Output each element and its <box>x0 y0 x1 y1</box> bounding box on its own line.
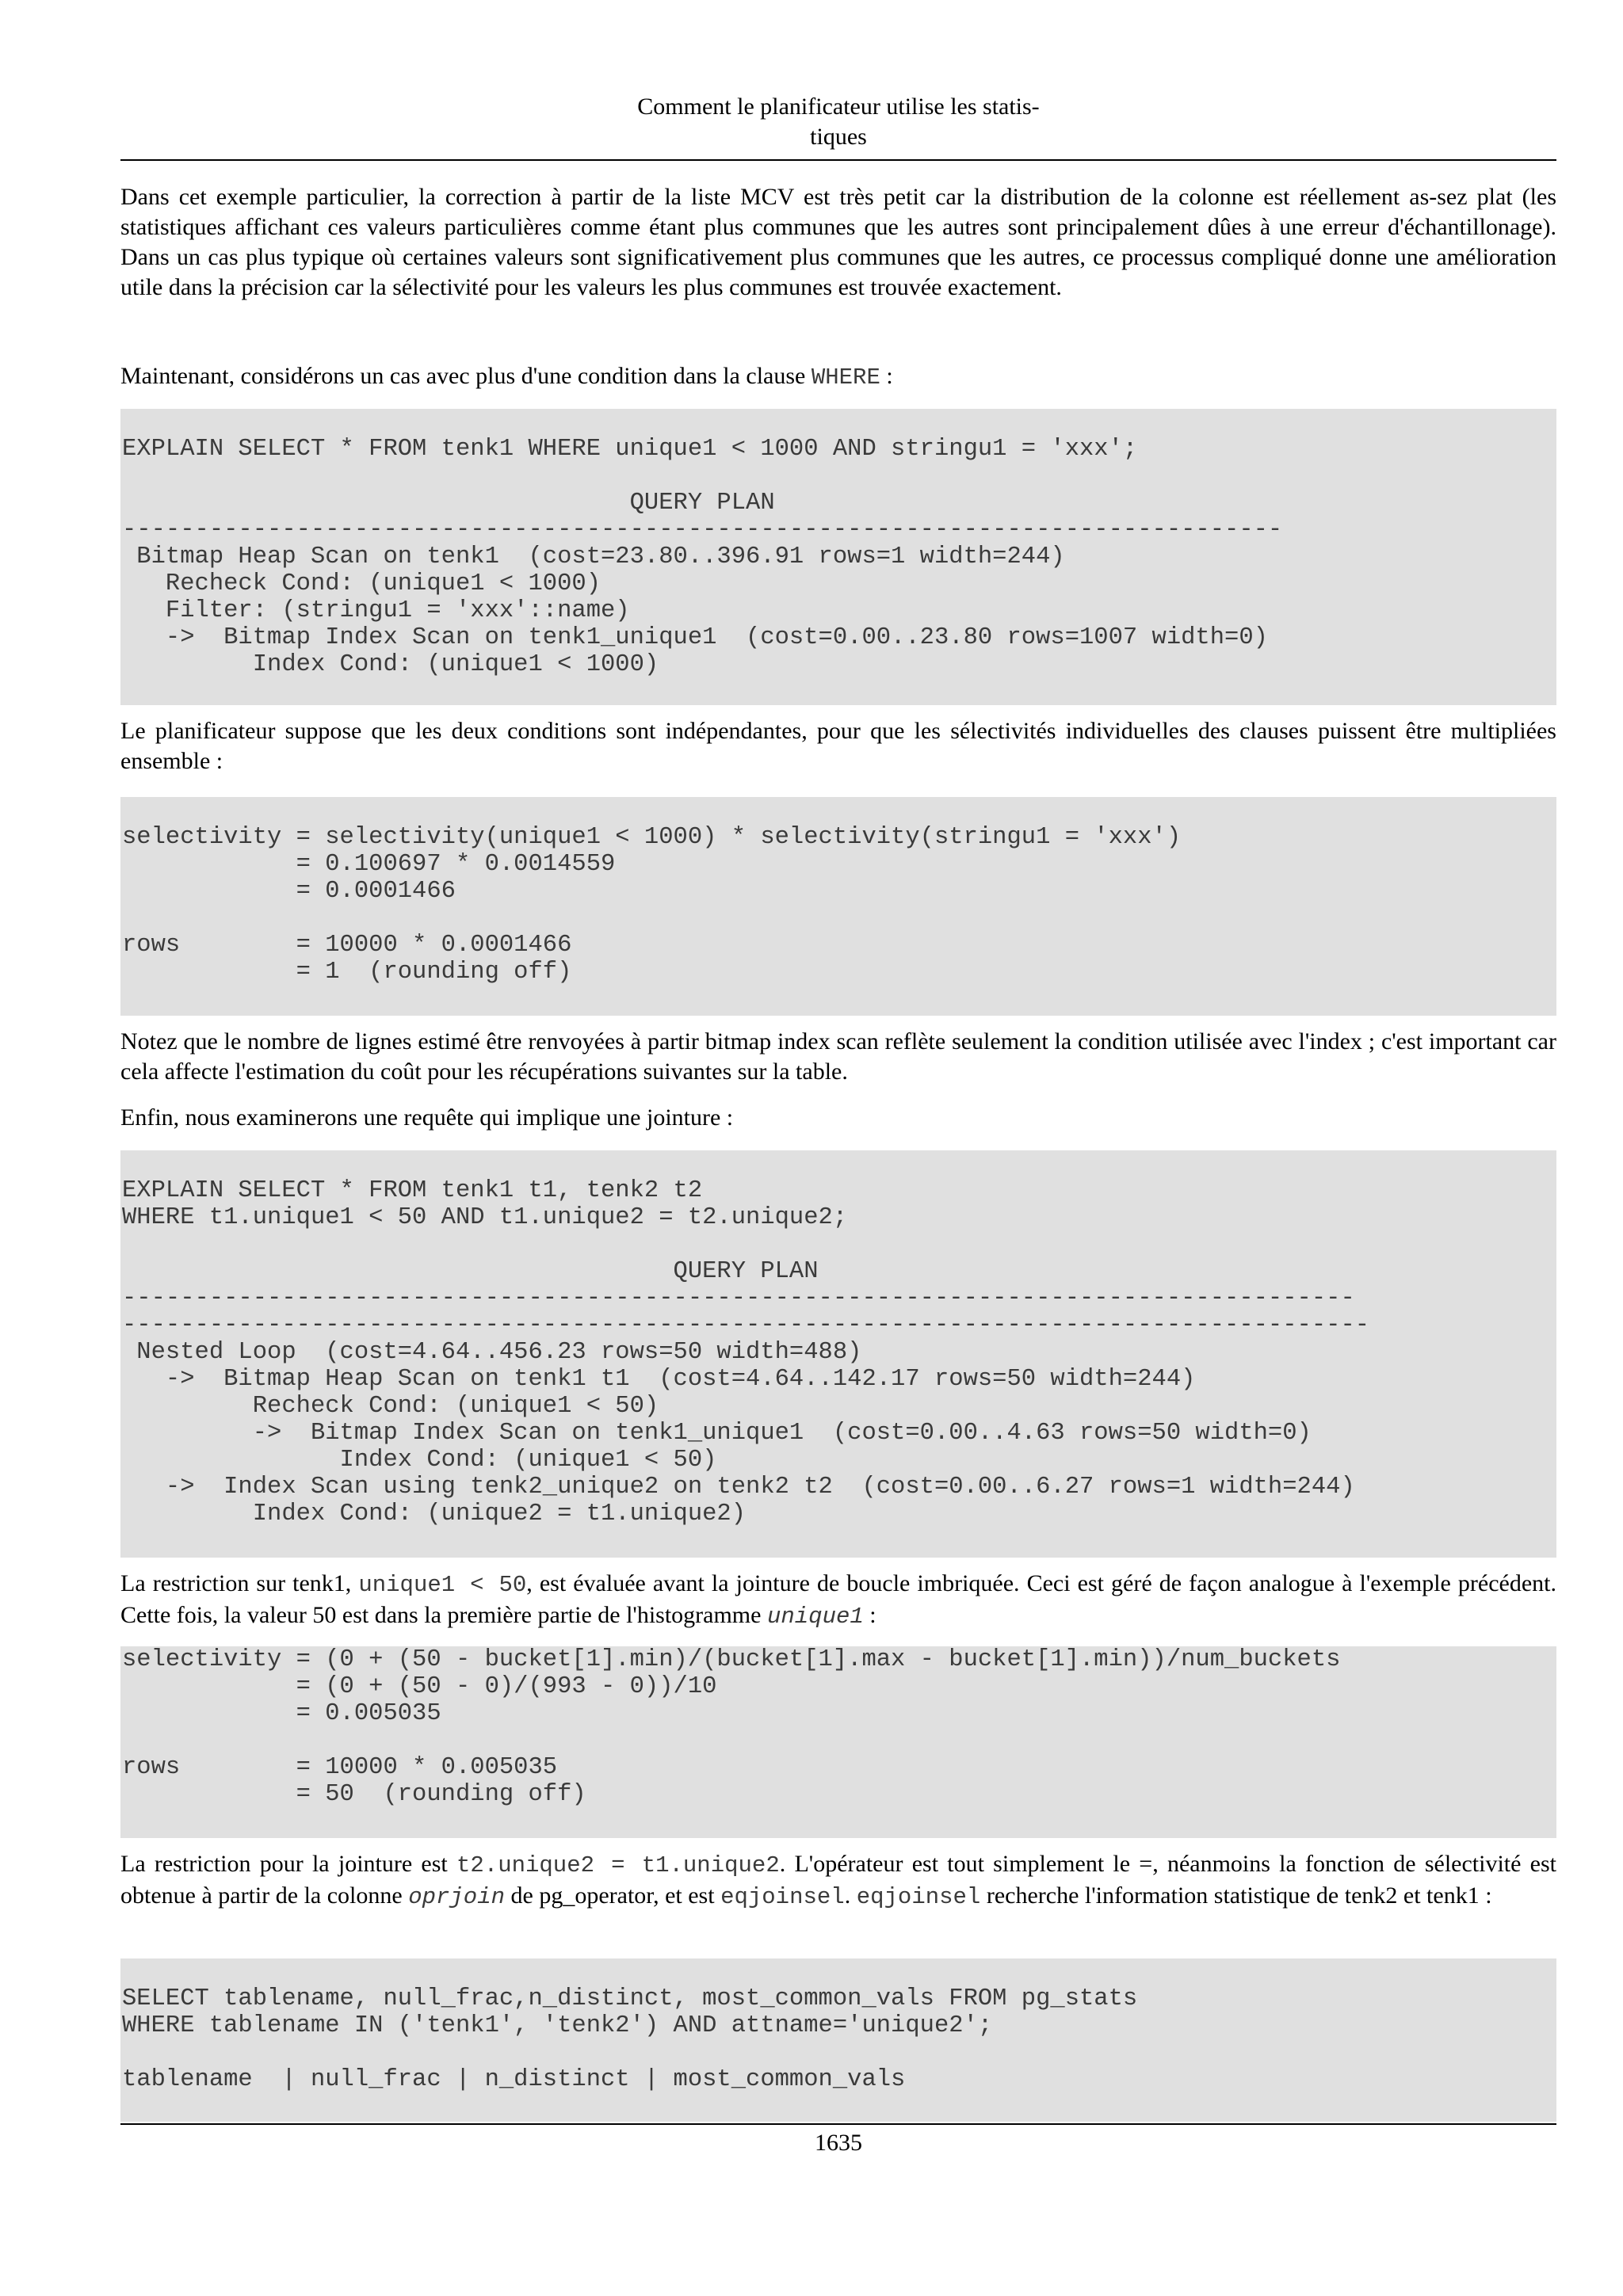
paragraph-text: : <box>880 363 893 389</box>
inline-code-italic: unique1 <box>766 1604 864 1630</box>
inline-code: eqjoinsel <box>856 1884 981 1910</box>
header-rule <box>120 159 1556 161</box>
code-text: selectivity = (0 + (50 - bucket[1].min)/(bucket[1].max - bucket[1].min))/num_buckets = (0 + (50 - 0)/(993 - 0))/10 = 0.005035 rows = 10000 * 0.005035 = 50 (rounding off) <box>122 1646 1341 1808</box>
code-text: -------------------------------------------------------------------------------------- Nested Loop (cost=4.64..456.23 rows=50 width=488) -> Bitmap Heap Scan on tenk1 t1 (cost=4.64..142.17 rows=50 width=244) Recheck Cond: (unique1 < 50) -> Bitmap Index Scan on tenk1_unique1 (cost=0.00..4.63 rows=50 width=0) Index Cond: (unique1 < 50) -> Index Scan using tenk2_unique2 on tenk2 t2 (cost=0.00..6.27 rows=1 width=244) Index Cond: (unique2 = t1.unique2) <box>122 1312 1370 1527</box>
header-title-line-1: Comment le planificateur utilise les statis- <box>637 93 1040 120</box>
paragraph-text: . L'opérateur est tout simplement le =, néanmoins la fonction de sélectivité est obtenue à partir de la colonne <box>120 1851 1557 1909</box>
inline-code: eqjoinsel <box>720 1884 845 1910</box>
header-title-line-2: tiques <box>810 124 867 150</box>
paragraph-text: Maintenant, considérons un cas avec plus d'une condition dans la clause <box>120 363 812 389</box>
paragraph-independence: Le planificateur suppose que les deux conditions sont indépendantes, pour que les sélectivités individuelles des clauses puissent être multipliées ensemble : <box>120 718 1556 774</box>
page-number: 1635 <box>815 2130 862 2156</box>
paragraph-mcv-correction: Dans cet exemple particulier, la correction à partir de la liste MCV est très petit car la distribution de la colonne est réellement as-sez plat (les statistiques affichant ces valeurs particulières comme étant plus communes que les autres sont principalement dûes à une erreur d'échantillonage). Dans un cas plus typique où certaines valeurs sont significativement plus communes que les autres, ce processus compliqué donne une amélioration utile dans la précision car la sélectivité pour les valeurs les plus communes est trouvée exactement. <box>120 184 1556 300</box>
paragraph-where-intro <box>120 361 1556 393</box>
paragraph-join-restriction <box>120 1849 1556 1913</box>
code-text: selectivity = selectivity(unique1 < 1000) * selectivity(stringu1 = 'xxx') = 0.100697 * 0.0014559 = 0.0001466 rows = 10000 * 0.0001466 = 1 (rounding off) <box>122 824 1182 986</box>
code-block-selectivity-product <box>120 797 1556 1016</box>
code-block-histogram-selectivity <box>120 1646 1556 1838</box>
paragraph-join-intro: Enfin, nous examinerons une requête qui implique une jointure : <box>120 1104 734 1131</box>
paragraph-text: . <box>844 1882 857 1909</box>
paragraph-text: : <box>863 1602 876 1628</box>
paragraph-text: de pg_operator, et est <box>505 1882 721 1909</box>
code-text: SELECT tablename, null_frac,n_distinct, most_common_vals FROM pg_stats WHERE tablename IN ('tenk1', 'tenk2') AND attname='unique2'; tablename | null_frac | n_distinct | most_common_vals <box>122 1985 1138 2093</box>
inline-code: unique1 < 50 <box>358 1572 527 1598</box>
code-text: EXPLAIN SELECT * FROM tenk1 t1, tenk2 t2 WHERE t1.unique1 < 50 AND t1.unique2 = t2.unique2; QUERY PLAN <box>122 1177 848 1285</box>
paragraph-text: , est évaluée avant la jointure de boucle imbriquée. Ceci est géré de façon analogue à l'exemple précédent. Cette fois, la valeur 50 est dans la première partie de l'histogramme <box>120 1570 1556 1628</box>
paragraph-text: La restriction sur tenk1, <box>120 1570 359 1596</box>
code-block-explain-where <box>120 409 1556 705</box>
inline-code: WHERE <box>811 364 880 391</box>
paragraph-tenk1-restriction <box>120 1569 1556 1632</box>
paragraph-bitmap-note: Notez que le nombre de lignes estimé être renvoyées à partir bitmap index scan reflète seulement la condition utilisée avec l'index ; c'est important car cela affecte l'estimation du coût pour les récupérations suivantes sur la table. <box>120 1028 1556 1085</box>
running-header <box>120 92 1556 152</box>
footer-rule <box>120 2123 1556 2125</box>
code-text: EXPLAIN SELECT * FROM tenk1 WHERE unique1 < 1000 AND stringu1 = 'xxx'; QUERY PLAN -------------------------------------------------------------------------------- Bitmap Heap Scan on tenk1 (cost=23.80..396.91 rows=1 width=244) Recheck Cond: (unique1 < 1000) Filter: (stringu1 = 'xxx'::name) -> Bitmap Index Scan on tenk1_unique1 (cost=0.00..23.80 rows=1007 width=0) Index Cond: (unique1 < 1000) <box>122 436 1283 678</box>
code-text-overflow: ------------------------------------------------------------------------------------- <box>122 1285 1355 1312</box>
code-block-pg-stats-query <box>120 1958 1556 2122</box>
paragraph-text: recherche l'information statistique de tenk2 et tenk1 : <box>980 1882 1492 1909</box>
code-block-explain-join <box>120 1150 1556 1558</box>
inline-code: t2.unique2 = t1.unique2 <box>456 1852 780 1878</box>
paragraph-text: La restriction pour la jointure est <box>120 1851 456 1877</box>
inline-code-italic: oprjoin <box>408 1884 506 1910</box>
